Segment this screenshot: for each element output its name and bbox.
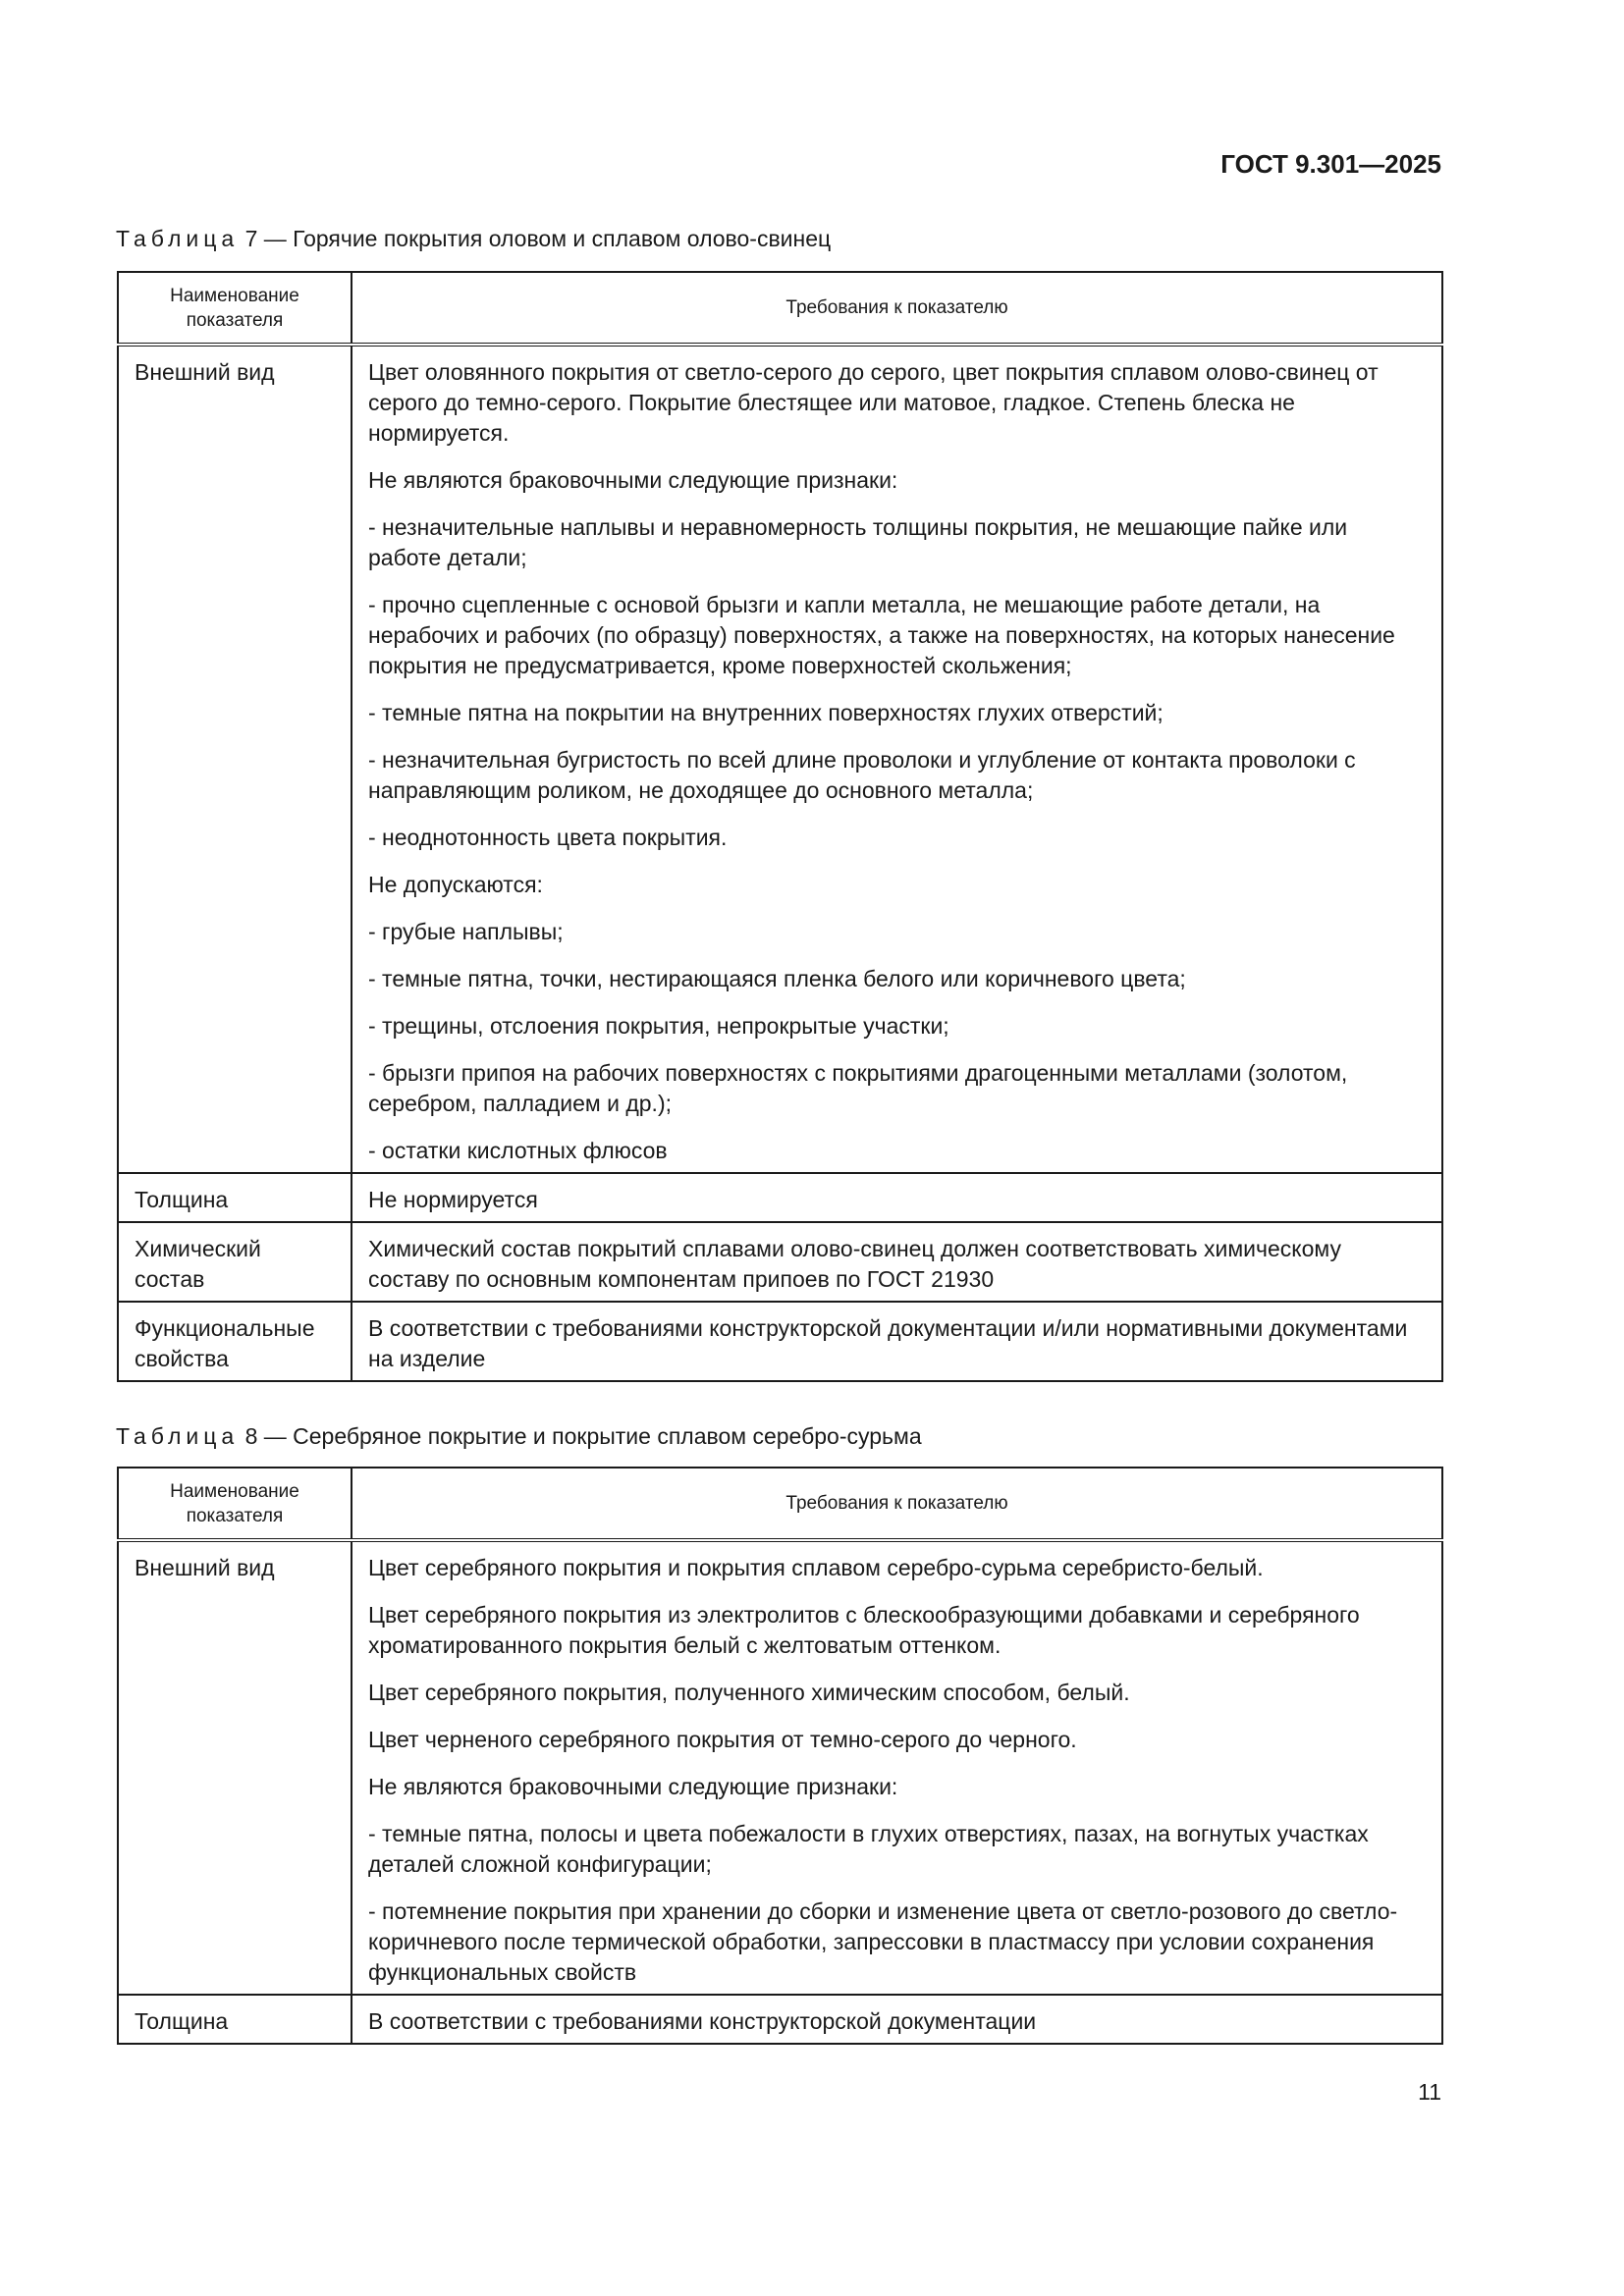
table-row bbox=[118, 345, 1442, 1173]
table7-caption-word: Таблица bbox=[116, 226, 240, 251]
row-label: Химический состав bbox=[118, 1222, 352, 1302]
requirement-paragraph: В соответствии с требованиями конструкторской документации и/или нормативными документами на изделие bbox=[368, 1315, 1408, 1371]
row-requirements bbox=[352, 345, 1442, 1173]
requirement-paragraph: В соответствии с требованиями конструкторской документации bbox=[368, 2008, 1037, 2034]
row-label: Толщина bbox=[118, 1995, 352, 2044]
requirement-paragraph: - грубые наплывы; bbox=[368, 919, 564, 944]
table8-header-row bbox=[118, 1468, 1442, 1540]
requirement-paragraph: Цвет серебряного покрытия, полученного химическим способом, белый. bbox=[368, 1680, 1130, 1705]
row-requirements bbox=[352, 1302, 1442, 1381]
requirement-paragraph: Цвет черненого серебряного покрытия от темно-серого до черного. bbox=[368, 1727, 1077, 1752]
requirement-paragraph: Не являются браковочными следующие признаки: bbox=[368, 467, 898, 493]
requirement-paragraph: Цвет серебряного покрытия из электролитов с блескообразующими добавками и серебряного хроматированного покрытия белый с желтоватым оттенком. bbox=[368, 1602, 1360, 1658]
document-code: ГОСТ 9.301—2025 bbox=[1220, 149, 1441, 179]
requirement-paragraph: Не являются браковочными следующие признаки: bbox=[368, 1774, 898, 1799]
table7-header-row bbox=[118, 272, 1442, 345]
requirement-paragraph: - прочно сцепленные с основой брызги и капли металла, не мешающие работе детали, на нерабочих и рабочих (по образцу) поверхностях, а также на поверхностях, на которых нанесение покрытия не предусматривается, кроме поверхностей скольжения; bbox=[368, 592, 1395, 678]
table8-header-indicator: Наименование показателя bbox=[118, 1468, 352, 1540]
row-requirements bbox=[352, 1540, 1442, 1995]
table7-caption-text: 7 — Горячие покрытия оловом и сплавом олово-свинец bbox=[239, 226, 832, 251]
requirement-paragraph: - потемнение покрытия при хранении до сборки и изменение цвета от светло-розового до светло-коричневого после термической обработки, запрессовки в пластмассу при условии сохранения функциональных свойств bbox=[368, 1898, 1398, 1985]
requirement-paragraph: - темные пятна на покрытии на внутренних поверхностях глухих отверстий; bbox=[368, 700, 1164, 725]
requirement-paragraph: - остатки кислотных флюсов bbox=[368, 1138, 668, 1163]
requirement-paragraph: - незначительная бугристость по всей длине проволоки и углубление от контакта проволоки с направляющим роликом, не доходящее до основного металла; bbox=[368, 747, 1356, 803]
requirement-paragraph: - незначительные наплывы и неравномерность толщины покрытия, не мешающие пайке или работе детали; bbox=[368, 514, 1348, 570]
table8-caption-word: Таблица bbox=[116, 1423, 240, 1449]
table8-caption bbox=[116, 1423, 922, 1450]
requirement-paragraph: - трещины, отслоения покрытия, непрокрытые участки; bbox=[368, 1013, 949, 1039]
requirement-paragraph: Цвет серебряного покрытия и покрытия сплавом серебро-сурьма серебристо-белый. bbox=[368, 1555, 1264, 1580]
table8-header-requirements: Требования к показателю bbox=[352, 1468, 1442, 1540]
requirement-paragraph: Цвет оловянного покрытия от светло-серого до серого, цвет покрытия сплавом олово-свинец от серого до темно-серого. Покрытие блестящее или матовое, гладкое. Степень блеска не нормируется. bbox=[368, 359, 1379, 446]
requirement-paragraph: Не допускаются: bbox=[368, 872, 543, 897]
row-requirements bbox=[352, 1222, 1442, 1302]
table7-caption bbox=[116, 226, 831, 252]
table8 bbox=[117, 1467, 1443, 2045]
table-row bbox=[118, 1995, 1442, 2044]
requirement-paragraph: Не нормируется bbox=[368, 1187, 538, 1212]
table-row bbox=[118, 1302, 1442, 1381]
table7 bbox=[117, 271, 1443, 1382]
table8-caption-text: 8 — Серебряное покрытие и покрытие сплавом серебро-сурьма bbox=[239, 1423, 922, 1449]
row-label: Функциональные свойства bbox=[118, 1302, 352, 1381]
row-label: Толщина bbox=[118, 1173, 352, 1222]
table7-header-requirements: Требования к показателю bbox=[352, 272, 1442, 345]
row-label: Внешний вид bbox=[118, 345, 352, 1173]
row-requirements bbox=[352, 1173, 1442, 1222]
table-row bbox=[118, 1540, 1442, 1995]
table7-header-indicator: Наименование показателя bbox=[118, 272, 352, 345]
row-requirements bbox=[352, 1995, 1442, 2044]
page-number: 11 bbox=[1418, 2079, 1441, 2105]
table-row bbox=[118, 1173, 1442, 1222]
row-label: Внешний вид bbox=[118, 1540, 352, 1995]
requirement-paragraph: - неоднотонность цвета покрытия. bbox=[368, 825, 728, 850]
requirement-paragraph: - темные пятна, точки, нестирающаяся пленка белого или коричневого цвета; bbox=[368, 966, 1186, 991]
table-row bbox=[118, 1222, 1442, 1302]
requirement-paragraph: Химический состав покрытий сплавами олово-свинец должен соответствовать химическому составу по основным компонентам припоев по ГОСТ 21930 bbox=[368, 1236, 1341, 1292]
requirement-paragraph: - темные пятна, полосы и цвета побежалости в глухих отверстиях, пазах, на вогнутых участках деталей сложной конфигурации; bbox=[368, 1821, 1369, 1877]
requirement-paragraph: - брызги припоя на рабочих поверхностях с покрытиями драгоценными металлами (золотом, серебром, палладием и др.); bbox=[368, 1060, 1348, 1116]
